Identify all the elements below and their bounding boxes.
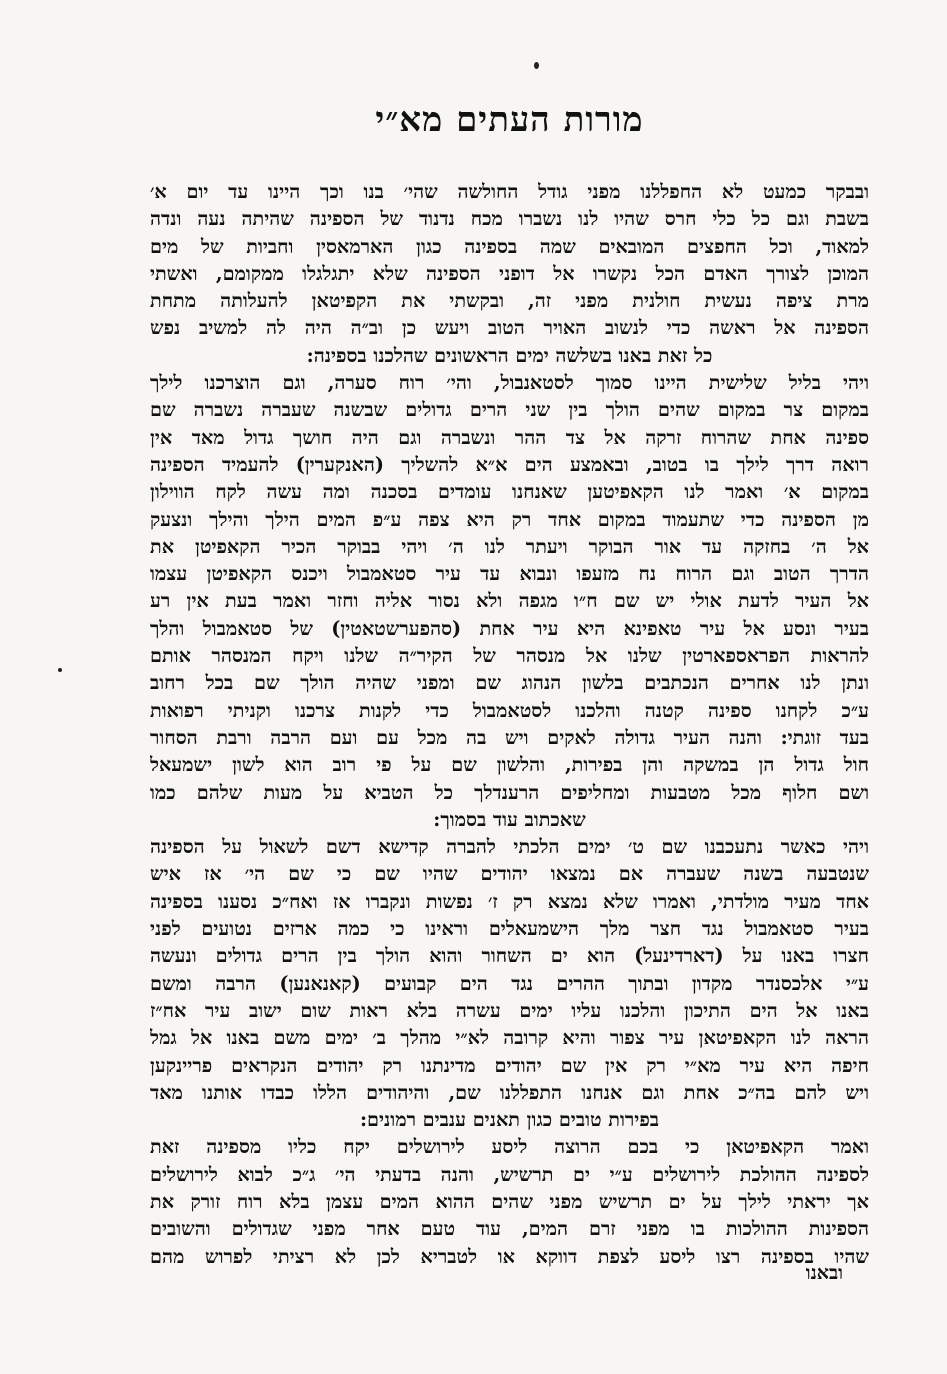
document-body — [150, 178, 869, 1270]
text-line: בפירות טובים כגון תאנים ענבים רמונים: — [359, 1108, 660, 1132]
text-line: שנטבעה בשנה שעברה אם נמצאו יהודים שהיו שם כי שם הי׳ אז איש — [150, 862, 869, 886]
text-line: חול גדול הן במשקה והן בפירות, והלשון שם על פי רוב הוא לשון ישמעאל — [150, 753, 869, 777]
text-line: ספינה אחת שהרוח זרקה אל צד ההר ונשברה וגם היה חושך גדול מאד אין — [150, 425, 869, 449]
ink-speck — [534, 62, 539, 69]
text-line: למאוד, וכל החפצים המובאים שמה בספינה כגון הארמאסין וחביות של מים — [150, 234, 869, 258]
text-line: ע״י אלכסנדר מקדון ובתוך ההרים נגד הים קבועים (קאנאנען) הרבה ומשם — [150, 971, 869, 995]
text-line: מן הספינה כדי שתעמוד במקום אחד רק היא צפה ע״פ המים הילך והילך ונצעק — [150, 507, 869, 531]
text-line: במקום א׳ ואמר לנו הקאפיטען שאנחנו עומדים בסכנה ומה עשה לקח הווילון — [150, 480, 869, 504]
text-line: כל זאת באנו בשלשה ימים הראשונים שהלכנו בספינה: — [306, 343, 713, 367]
page-title: מורות העתים מא״י — [375, 100, 644, 140]
catchword: ובאנו — [805, 1262, 843, 1284]
text-line: חיפה היא עיר מא״י רק אין שם יהודים מדינתנו רק יהודים הנקראים פריינקען — [150, 1053, 869, 1077]
text-line: ע״כ לקחנו ספינה קטנה והלכנו לסטאמבול כדי לקנות צרכנו וקניתי רפואות — [150, 698, 869, 722]
text-line: שהיו בספינה רצו ליסע לצפת דווקא או לטבריא לכן לא רציתי לפרוש מהם — [150, 1244, 869, 1268]
text-line: במקום צר במקום שהים הולך בין שני הרים גדולים שבשנה שעברה נשברה שם — [150, 398, 869, 422]
ink-speck — [58, 668, 62, 672]
text-line: לספינה ההולכת לירושלים ע״י ים תרשיש, והנה בדעתי הי׳ ג״כ לבוא לירושלים — [150, 1162, 869, 1186]
text-line: אחד מעיר מולדתי, ואמרו שלא נמצא רק ז׳ נפשות ונקברו אז ואח״כ נסענו בספינה — [150, 889, 869, 913]
text-line: ויהי כאשר נתעכבנו שם ט׳ ימים הלכתי להברה קדישא דשם לשאול על הספינה — [150, 835, 869, 859]
text-line: חצרו באנו על (דארדינעל) הוא ים השחור והוא הולך בין הרים גדולים ונעשה — [150, 944, 869, 968]
text-line: אל ה׳ בחזקה עד אור הבוקר ויעתר לנו ה׳ ויהי בבוקר הכיר הקאפיטן את — [150, 534, 869, 558]
text-line: בעיר סטאמבול נגד חצר מלך הישמעאלים וראינו כי כמה ארזים נטועים לפני — [150, 917, 869, 941]
text-line: ונתן לנו אחרים הנכתבים בלשון הנהוג שם ומפני שהיה הולך שם בכל רחוב — [150, 671, 869, 695]
text-line: הראה לנו הקאפיטאן עיר צפור והיא קרובה לא״י מהלך ב׳ ימים משם באנו אל גמל — [150, 1026, 869, 1050]
text-line: שאכתוב עוד בסמוך: — [433, 807, 586, 831]
text-line: המוכן לצורך האדם הכל נקשרו אל דופני הספינה שלא יתגלגלו ממקומם, ואשתי — [150, 261, 869, 285]
text-line: הדרך הטוב וגם הרוח נח מזעפו ונבוא עד עיר סטאמבול ויכנס הקאפיטן עצמו — [150, 562, 869, 586]
text-line: בעד זוגתי: והנה העיר גדולה לאקים ויש בה מכל עם ועם הרבה ורבת הסחור — [150, 725, 869, 749]
text-line: ויהי בליל שלישית היינו סמוך לסטאנבול, והי׳ רוח סערה, וגם הוצרכנו לילך — [150, 371, 869, 395]
text-line: באנו אל הים התיכון והלכנו עליו ימים עשרה בלא ראות שום ישוב עיר אח״ז — [150, 998, 869, 1022]
text-line: הספינות ההולכות בו מפני זרם המים, עוד טעם אחר מפני שגדולים והשובים — [150, 1217, 869, 1241]
text-line: בעיר ונסע אל עיר טאפינא היא עיר אחת (סהפערשטאטין) של סטאמבול והלך — [150, 616, 869, 640]
text-line: ושם חלוף מכל מטבעות ומחליפים הרענדלך כל הטביא על מעות שלהם כמו — [150, 780, 869, 804]
text-line: להראות הפראספארטין שלנו אל מנסהר של הקיר״ה שלנו ויקח המנסהר אותם — [150, 644, 869, 668]
text-line: הספינה אל ראשה כדי לנשוב האויר הטוב ויעש כן וב״ה היה לה למשיב נפש — [150, 316, 869, 340]
text-line: אל העיר לדעת אולי יש שם ח״ו מגפה ולא נסור אליה וחזר ואמר בעת אין רע — [150, 589, 869, 613]
text-line: ויש להם בה״כ אחת וגם אנחנו התפללנו שם, והיהודים הללו כבדו אותנו מאד — [150, 1080, 869, 1104]
text-line: רואה דרך לילך בו בטוב, ובאמצע הים א״א להשליך (האנקערין) להעמיד הספינה — [150, 452, 869, 476]
text-line: אך יראתי לילך על ים תרשיש מפני שהים ההוא המים עצמן בלא רוח זורק את — [150, 1189, 869, 1213]
text-line: בשבת וגם כל כלי חרס שהיו לנו נשברו מכח נדנוד של הספינה שהיתה נעה ונדה — [150, 207, 869, 231]
text-line: ואמר הקאפיטאן כי בכם הרוצה ליסע לירושלים יקח כליו מספינה זאת — [150, 1135, 869, 1159]
text-line: מרת ציפה נעשית חולנית מפני זה, ובקשתי את הקפיטאן להעלותה מתחת — [150, 289, 869, 313]
text-line: ובבקר כמעט לא החפללנו מפני גודל החולשה שהי׳ בנו וכך היינו עד יום א׳ — [150, 180, 869, 203]
